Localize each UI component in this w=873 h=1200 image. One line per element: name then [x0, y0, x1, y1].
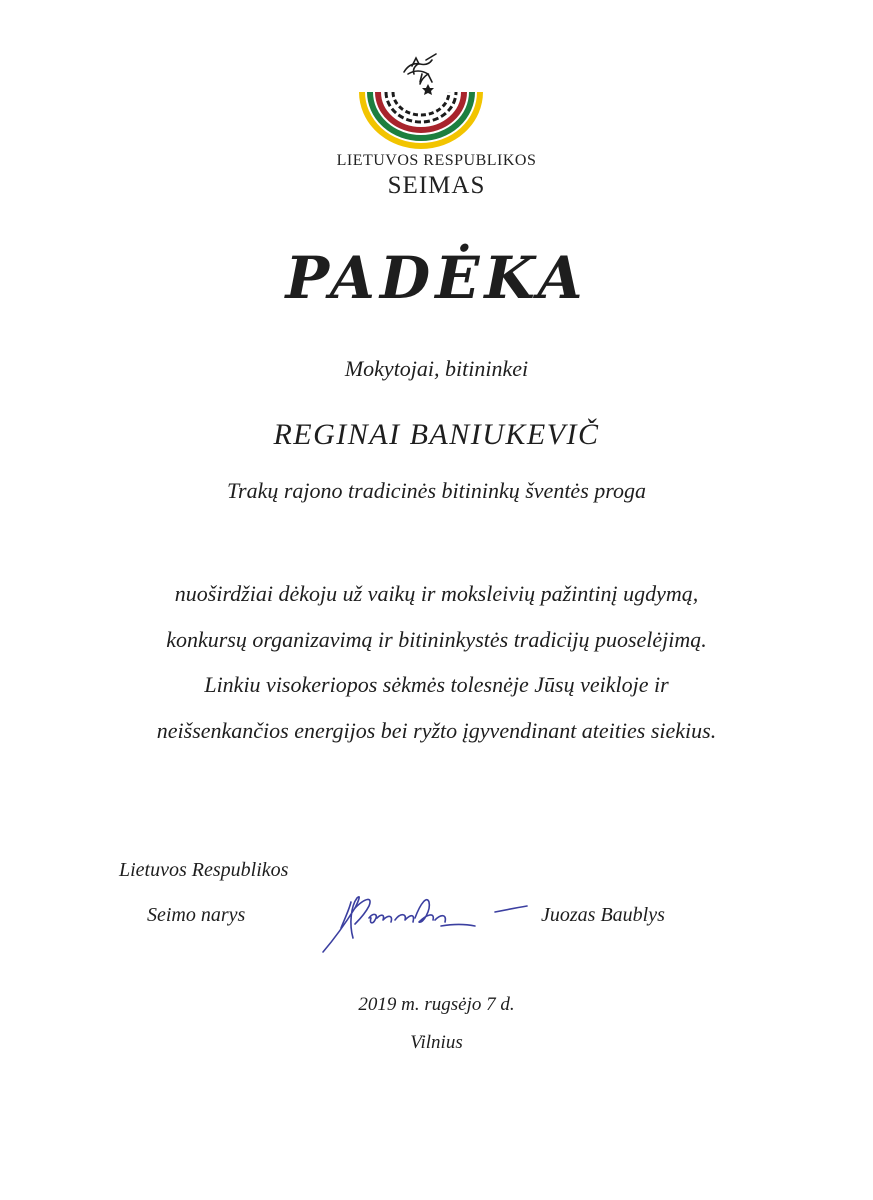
- signatory-title-line1: Lietuvos Respublikos: [119, 859, 289, 881]
- body-text: [0, 571, 873, 753]
- seimas-emblem-icon: [356, 52, 486, 150]
- body-line: nuoširdžiai dėkoju už vaikų ir moksleivių pažintinį ugdymą,: [174, 581, 699, 606]
- document-place: Vilnius: [410, 1032, 463, 1053]
- body-line: neišsenkančios energijos bei ryžto įgyvendinant ateities siekius.: [156, 717, 717, 743]
- document-date: 2019 m. rugsėjo 7 d.: [358, 994, 515, 1015]
- institution-line1: LIETUVOS RESPUBLIKOS: [336, 152, 537, 169]
- signatory-title-line2: Seimo narys: [147, 904, 246, 926]
- occasion-text: Trakų rajono tradicinės bitininkų šventės proga: [227, 478, 646, 503]
- recipient-name: REGINAI BANIUKEVIČ: [273, 418, 600, 451]
- recipient-role: Mokytojai, bitininkei: [344, 356, 529, 381]
- body-line: Linkiu visokeriopos sėkmės tolesnėje Jūsų veikloje ir: [204, 672, 669, 697]
- signatory-name: Juozas Baublys: [541, 904, 665, 926]
- institution-line2: SEIMAS: [387, 172, 486, 199]
- body-line: konkursų organizavimą ir bitininkystės tradicijų puoselėjimą.: [166, 626, 707, 652]
- handwritten-signature-icon: [315, 888, 540, 956]
- document-title: PADĖKA: [285, 244, 588, 312]
